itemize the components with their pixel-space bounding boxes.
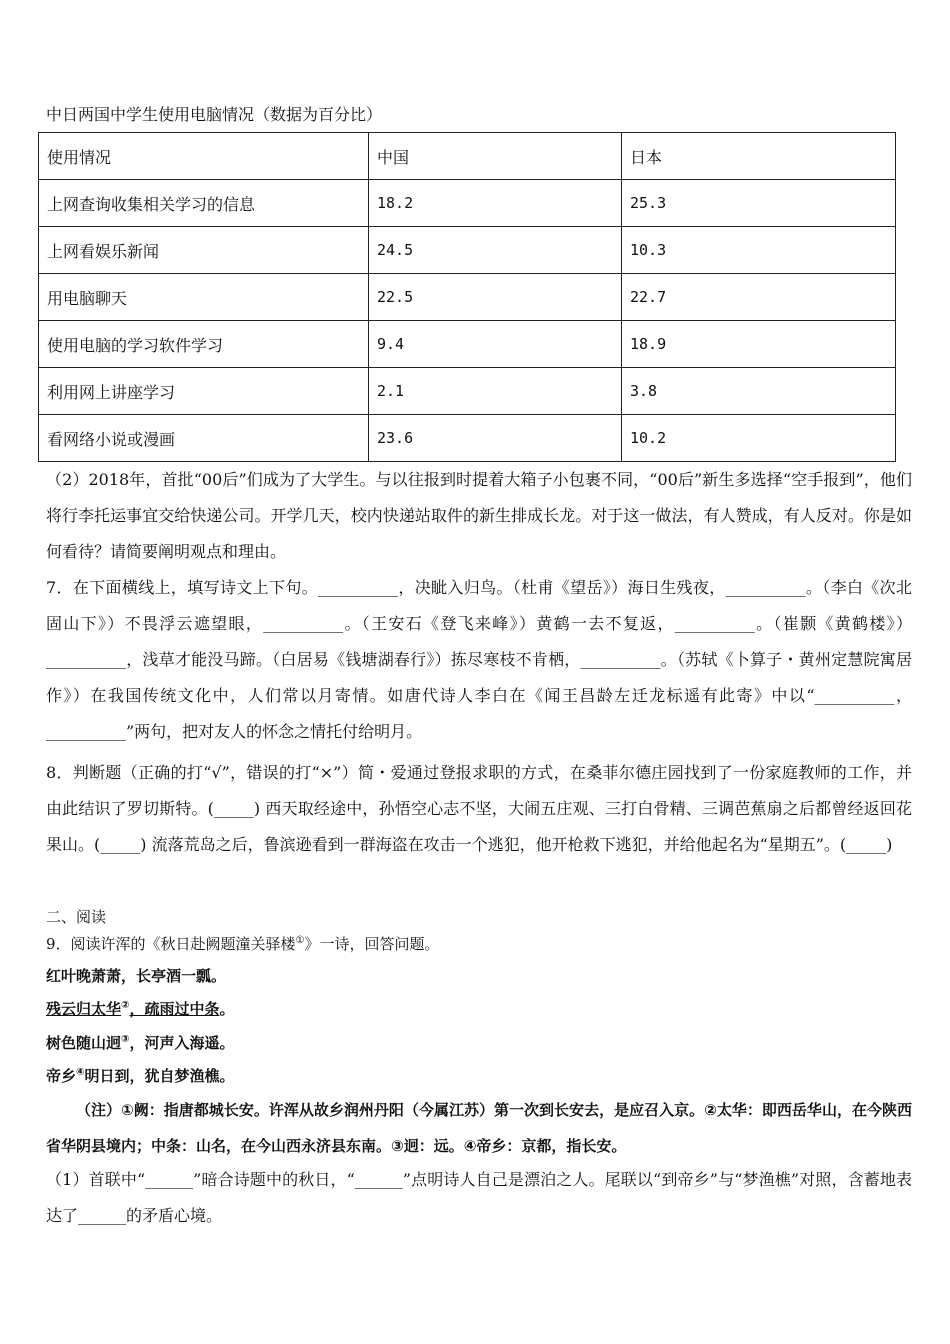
table-cell: 18.9 <box>622 321 896 368</box>
table-row <box>39 415 896 462</box>
poem-text-underlined: ，疏雨过中条 <box>129 1000 220 1018</box>
poem-line-2 <box>46 998 235 1019</box>
question-7: 7．在下面横线上，填写诗文上下句。__________，决眦入归鸟。（杜甫《望岳》）海日生残夜，__________。（李白《次北固山下》）不畏浮云遮望眼，__________。（王安石《登飞来峰》）黄鹤一去不复返，__________。（崔颢《黄鹤楼》）__________，浅草才能没马蹄。（白居易《钱塘湖春行》）拣尽寒枝不肯栖，__________。（苏轼《卜算子・黄州定慧院寓居作》）在我国传统文化中，人们常以月寄情。如唐代诗人李白在《闻王昌龄左迁龙标遥有此寄》中以“__________，__________”两句，把对友人的怀念之情托付给明月。 <box>46 578 912 741</box>
poem-text-underlined: 残云归太华 <box>46 1000 122 1018</box>
poem-text: 明日到，犹自梦渔樵。 <box>84 1067 235 1085</box>
table-caption: 中日两国中学生使用电脑情况（数据为百分比） <box>46 105 383 124</box>
table-cell: 9.4 <box>369 321 622 368</box>
question-9-1: （1）首联中“______”暗合诗题中的秋日，“______”点明诗人自己是漂泊之人。尾联以“到帝乡”与“梦渔樵”对照，含蓄地表达了______的矛盾心境。 <box>46 1170 912 1225</box>
table-cell: 利用网上讲座学习 <box>39 368 369 415</box>
question-9-intro <box>46 933 440 954</box>
table-row <box>39 321 896 368</box>
poem-line-3 <box>46 1032 235 1053</box>
table-cell: 用电脑聊天 <box>39 274 369 321</box>
table-cell: 使用电脑的学习软件学习 <box>39 321 369 368</box>
footnote-marker: ② <box>121 1000 130 1011</box>
table-row <box>39 274 896 321</box>
table-row <box>39 180 896 227</box>
table-cell: 24.5 <box>369 227 622 274</box>
table-cell: 看网络小说或漫画 <box>39 415 369 462</box>
table-cell: 3.8 <box>622 368 896 415</box>
footnote-marker: ① <box>295 935 305 946</box>
table-cell: 10.3 <box>622 227 896 274</box>
table-header-cell: 中国 <box>369 133 622 180</box>
table-cell: 25.3 <box>622 180 896 227</box>
poem-text: 树色随山迥 <box>46 1034 122 1052</box>
poem-line-1: 红叶晚萧萧，长亭酒一瓢。 <box>46 967 227 985</box>
question-8: 8．判断题（正确的打“√”，错误的打“×”）简・爱通过登报求职的方式，在桑菲尔德庄园找到了一份家庭教师的工作，并由此结识了罗切斯特。(_____) 西天取经途中，孙悟空心志不坚，大闹五庄观、三打白骨精、三调芭蕉扇之后都曾经返回花果山。(_____) 流落荒岛之后，鲁滨逊看到一群海盗在攻击一个逃犯，他开枪救下逃犯，并给他起名为“星期五”。(_____) <box>46 763 912 854</box>
question-9-intro-text: 》一诗，回答问题。 <box>304 935 440 953</box>
poem-notes: （注）①阙：指唐都城长安。许浑从故乡润州丹阳（今属江苏）第一次到长安去，是应召入京。②太华：即西岳华山，在今陕西省华阴县境内；中条：山名，在今山西永济县东南。③迥：远。④帝乡：京都，指长安。 <box>46 1101 912 1155</box>
footnote-marker: ③ <box>121 1034 130 1045</box>
table-header-row <box>39 133 896 180</box>
section-heading-reading: 二、阅读 <box>46 908 107 926</box>
footnote-marker: ④ <box>76 1067 85 1078</box>
computer-usage-table <box>38 132 896 462</box>
question-9-intro-text: 9．阅读许浑的《秋日赴阙题潼关驿楼 <box>46 935 296 953</box>
table-cell: 上网查询收集相关学习的信息 <box>39 180 369 227</box>
poem-text: 。 <box>219 1000 235 1018</box>
table-cell: 18.2 <box>369 180 622 227</box>
question-6-2: （2）2018年，首批“00后”们成为了大学生。与以往报到时提着大箱子小包裹不同，“00后”新生多选择“空手报到”，他们将行李托运事宜交给快递公司。开学几天，校内快递站取件的新生排成长龙。对于这一做法，有人赞成，有人反对。你是如何看待？请简要阐明观点和理由。 <box>46 470 912 561</box>
poem-line-4 <box>46 1065 235 1086</box>
table-header-cell: 使用情况 <box>39 133 369 180</box>
table-row <box>39 227 896 274</box>
table-cell: 2.1 <box>369 368 622 415</box>
table-cell: 23.6 <box>369 415 622 462</box>
poem-text: 帝乡 <box>46 1067 77 1085</box>
table-header-cell: 日本 <box>622 133 896 180</box>
table-cell: 上网看娱乐新闻 <box>39 227 369 274</box>
table-row <box>39 368 896 415</box>
table-cell: 10.2 <box>622 415 896 462</box>
poem-text: ，河声入海遥。 <box>129 1034 235 1052</box>
table-cell: 22.5 <box>369 274 622 321</box>
table-cell: 22.7 <box>622 274 896 321</box>
